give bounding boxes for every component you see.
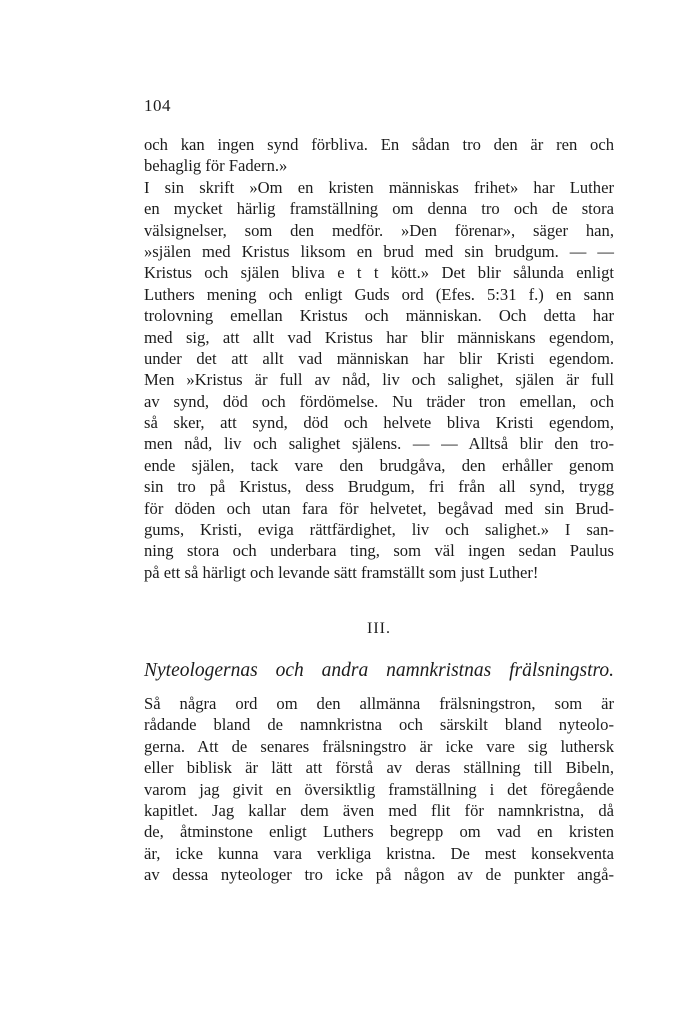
text-line: trolovning emellan Kristus och människan. Och detta har bbox=[144, 306, 614, 326]
text-line: Så några ord om den allmänna frälsningstron, som är bbox=[144, 694, 614, 713]
text-line: kapitlet. Jag kallar dem även med flit för namnkristna, då bbox=[144, 800, 614, 820]
paragraph-nyteologer bbox=[144, 693, 614, 886]
section-title: Nyteologernas och andra namnkristnas frälsningstro. bbox=[144, 660, 614, 681]
text-line: så sker, att synd, död och helvete bliva Kristi egendom, bbox=[144, 413, 614, 433]
text-line: och kan ingen synd förbliva. En sådan tro den är ren och bbox=[144, 135, 614, 154]
text-line: är, icke kunna vara verkliga kristna. De mest konsekventa bbox=[144, 843, 614, 863]
text-line: I sin skrift »Om en kristen människas frihet» har Luther bbox=[144, 177, 614, 197]
text-line: Men »Kristus är full av nåd, liv och salighet, själen är full bbox=[144, 370, 614, 390]
text-line: de, åtminstone enligt Luthers begrepp om vad en kristen bbox=[144, 822, 614, 842]
text-line: men nåd, liv och salighet själens. — — Alltså blir den tro- bbox=[144, 434, 614, 454]
text-line: för döden och utan fara för helvetet, begåvad med sin Brud- bbox=[144, 498, 614, 518]
text-line: »själen med Kristus liksom en brud med sin brudgum. — — bbox=[144, 241, 614, 261]
text-line: med sig, att allt vad Kristus har blir människans egendom, bbox=[144, 327, 614, 347]
text-line: eller biblisk är lätt att förstå av deras ställning till Bibeln, bbox=[144, 758, 614, 778]
paragraph-luther-frihet bbox=[144, 177, 614, 583]
text-line: under det att allt vad människan har blir Kristi egendom. bbox=[144, 348, 614, 368]
text-line: av synd, död och fördömelse. Nu träder tron emellan, och bbox=[144, 391, 614, 411]
text-line: välsignelser, som den medför. »Den förenar», säger han, bbox=[144, 220, 614, 240]
text-line: rådande bland de namnkristna och särskilt bland nyteolo- bbox=[144, 715, 614, 735]
section-number: III. bbox=[367, 620, 391, 637]
text-line: ning stora och underbara ting, som väl ingen sedan Paulus bbox=[144, 541, 614, 561]
text-line: på ett så härligt och levande sätt framställt som just Luther! bbox=[144, 562, 539, 582]
text-line: sin tro på Kristus, dess Brudgum, fri från all synd, trygg bbox=[144, 477, 614, 497]
text-line: varom jag givit en översiktlig framställning i det föregående bbox=[144, 779, 614, 799]
text-line: Kristus och själen bliva e t t kött.» Det blir sålunda enligt bbox=[144, 263, 614, 283]
text-line: av dessa nyteologer tro icke på någon av de punkter angå- bbox=[144, 865, 614, 885]
paragraph-continued bbox=[144, 134, 614, 177]
text-line: gerna. Att de senares frälsningstro är icke vare sig luthersk bbox=[144, 736, 614, 756]
text-line: behaglig för Fadern.» bbox=[144, 156, 288, 176]
page-number: 104 bbox=[144, 96, 171, 115]
text-line: Luthers mening och enligt Guds ord (Efes. 5:31 f.) en sann bbox=[144, 284, 614, 304]
text-line: ende själen, tack vare den brudgåva, den erhåller genom bbox=[144, 455, 614, 475]
text-line: en mycket härlig framställning om denna tro och de stora bbox=[144, 199, 614, 219]
text-line: gums, Kristi, eviga rättfärdighet, liv och salighet.» I san- bbox=[144, 520, 614, 540]
